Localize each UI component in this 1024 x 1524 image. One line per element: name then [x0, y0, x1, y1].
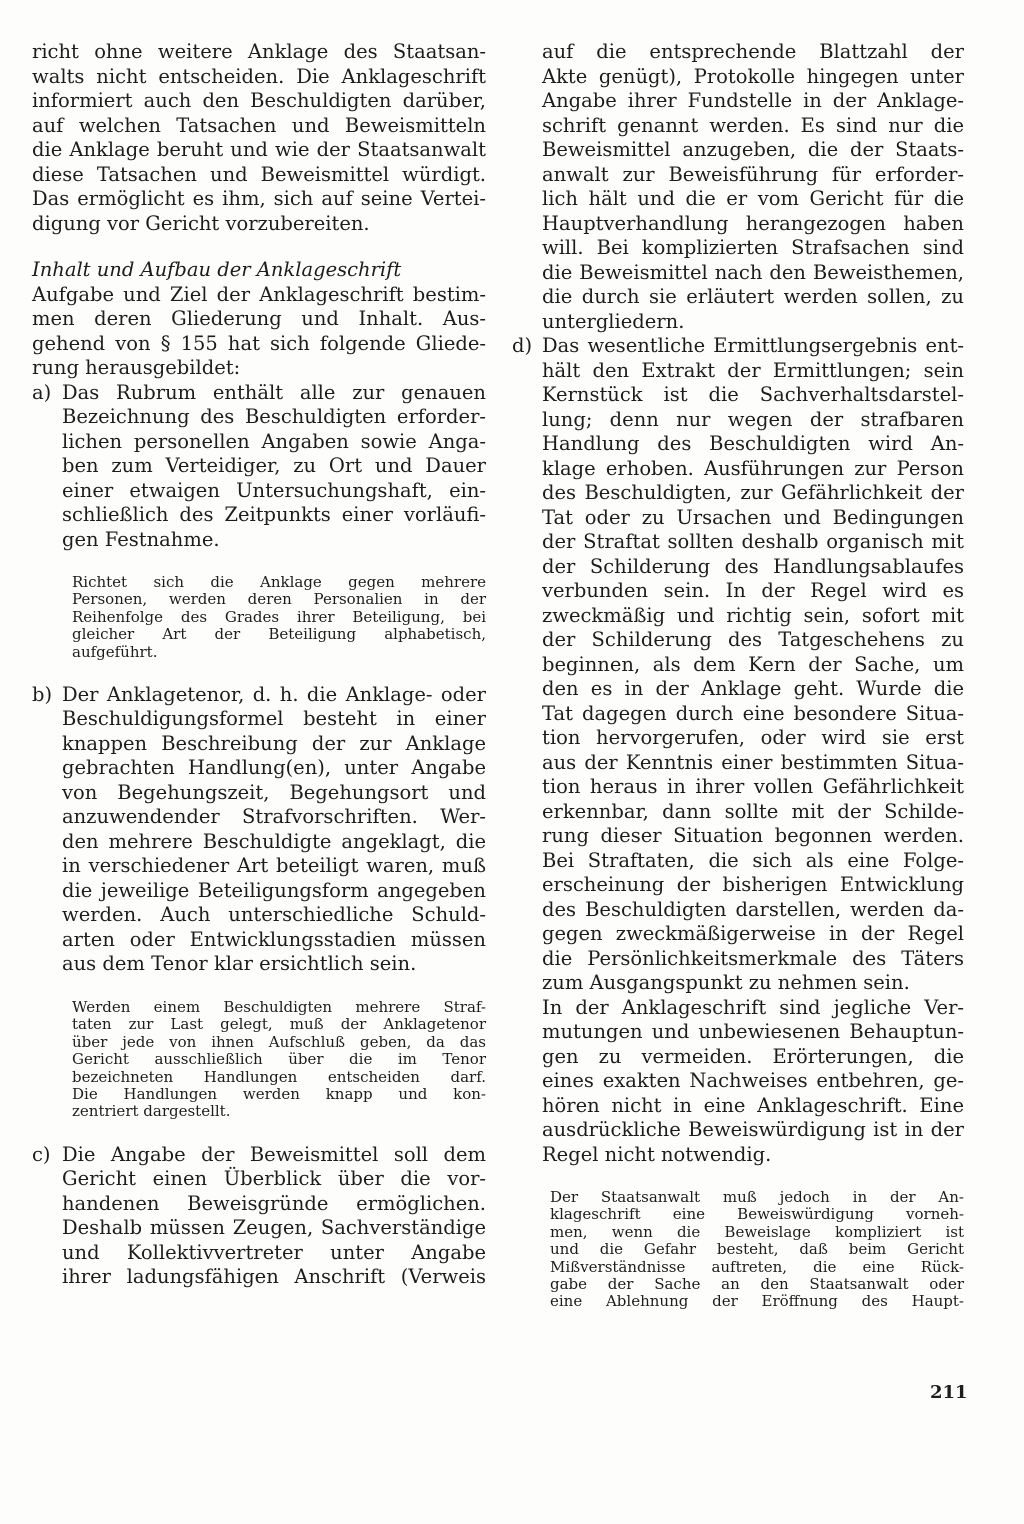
text-line: Deshalb müssen Zeugen, Sachverständige — [62, 1216, 486, 1240]
note-a — [32, 574, 486, 661]
item-marker: a) — [32, 380, 52, 404]
text-line: ben zum Verteidiger, zu Ort und Dauer — [62, 454, 486, 477]
text-line: hören nicht in eine Anklageschrift. Eine — [542, 1093, 964, 1117]
text-line: men deren Gliederung und Inhalt. Aus- — [32, 307, 486, 330]
text-line: gegen zweckmäßigerweise in der Regel — [542, 922, 964, 945]
list-item-b — [32, 683, 486, 977]
note-line: klageschrift eine Beweiswürdigung vorneh- — [550, 1205, 964, 1224]
text-line: gehend von § 155 hat sich folgende Gliede- — [32, 331, 486, 355]
text-line: die jeweilige Beteiligungsform angegeben — [62, 878, 486, 902]
text-line: den es in der Anklage geht. Wurde die — [542, 677, 964, 700]
text-line: Die Angabe der Beweismittel soll dem — [62, 1142, 486, 1166]
note-line: Die Handlungen werden knapp und kon- — [72, 1084, 486, 1103]
note-line: bezeichneten Handlungen entscheiden darf. — [72, 1067, 486, 1086]
text-line: rung dieser Situation begonnen werden. — [542, 824, 964, 847]
text-line: des Beschuldigten darstellen, werden da- — [542, 897, 964, 921]
text-line: erkennbar, dann sollte mit der Schilde- — [542, 799, 964, 823]
text-line: aus der Kenntnis einer bestimmten Situa- — [542, 750, 964, 774]
left-column — [32, 40, 486, 1290]
note-line: eine Ablehnung der Eröffnung des Haupt- — [550, 1292, 964, 1311]
text-line: der Straftat sollten deshalb organisch mit — [542, 530, 964, 553]
note-line: Mißverständnisse auftreten, die eine Rück- — [550, 1257, 964, 1276]
text-line: verbunden sein. In der Regel wird es — [542, 579, 964, 602]
text-line: schließlich des Zeitpunkts einer vorläufi- — [62, 503, 486, 526]
text-line: beginnen, als dem Kern der Sache, um — [542, 652, 964, 676]
text-line: Regel nicht notwendig. — [542, 1142, 772, 1166]
text-line: auf die entsprechende Blattzahl der — [542, 40, 964, 63]
text-line: Beweismittel anzugeben, die der Staats- — [542, 138, 964, 161]
note-line: Gericht ausschließlich über die im Tenor — [72, 1050, 486, 1069]
note-line: Personen, werden deren Personalien in der — [72, 590, 486, 609]
item-c-continuation — [512, 40, 964, 334]
list-item-a — [32, 381, 486, 553]
text-line: lichen personellen Angaben sowie Anga- — [62, 429, 486, 453]
item-marker: d) — [512, 334, 533, 357]
text-line: zum Ausgangspunkt zu nehmen sein. — [542, 971, 910, 994]
text-line: knappen Beschreibung der zur Anklage — [62, 731, 486, 755]
text-line: und Kollektivvertreter unter Angabe — [62, 1240, 486, 1264]
text-line: Das Rubrum enthält alle zur genauen — [62, 380, 486, 404]
text-line: des Beschuldigten, zur Gefährlichkeit der — [542, 481, 964, 504]
text-line: gen zu vermeiden. Erörterungen, die — [542, 1044, 964, 1068]
text-line: diese Tatsachen und Beweismittel würdigt. — [32, 162, 486, 186]
text-line: gebrachten Handlung(en), unter Angabe — [62, 756, 486, 780]
text-line: Akte genügt), Protokolle hingegen unter — [542, 64, 964, 88]
note-line: zentriert dargestellt. — [72, 1102, 231, 1121]
text-line: in verschiedener Art beteiligt waren, muß — [62, 854, 486, 878]
text-line: der Schilderung des Handlungsablaufes — [542, 554, 964, 578]
text-line: handenen Beweisgründe ermöglichen. — [62, 1191, 486, 1215]
text-line: Tat dagegen durch eine besondere Situa- — [542, 701, 964, 725]
text-line: eines exakten Nachweises entbehren, ge- — [542, 1069, 964, 1092]
text-line: mutungen und unbewiesenen Behauptun- — [542, 1020, 964, 1043]
list-item-d — [512, 334, 964, 1167]
note-line: und die Gefahr besteht, daß beim Gericht — [550, 1240, 964, 1259]
text-line: erscheinung der bisherigen Entwicklung — [542, 873, 964, 896]
note-line: taten zur Last gelegt, muß der Anklagetenor — [72, 1015, 486, 1034]
text-line: die Anklage beruht und wie der Staatsanwalt — [32, 138, 486, 161]
text-line: lich hält und die er vom Gericht für die — [542, 187, 964, 210]
section-heading: Inhalt und Aufbau der Anklageschrift — [32, 258, 402, 281]
item-marker: c) — [32, 1142, 51, 1166]
text-line: Aufgabe und Ziel der Anklageschrift bestim- — [32, 282, 486, 306]
text-line: werden. Auch unterschiedliche Schuld- — [62, 903, 486, 927]
text-line: die durch sie erläutert werden sollen, zu — [542, 285, 964, 308]
text-line: ausdrückliche Beweiswürdigung ist in der — [542, 1118, 964, 1141]
list-item-c — [32, 1143, 486, 1290]
text-line: Beschuldigungsformel besteht in einer — [62, 707, 486, 731]
text-line: tion heraus in ihrer vollen Gefährlichkeit — [542, 775, 964, 798]
text-line: hält den Extrakt der Ermittlungen; sein — [542, 358, 964, 382]
note-line: über jede von ihnen Aufschluß geben, da das — [72, 1032, 486, 1051]
text-line: Bezeichnung des Beschuldigten erforder- — [62, 405, 486, 428]
text-line: der Schilderung des Tatgeschehens zu — [542, 628, 964, 651]
section-paragraph — [32, 283, 486, 381]
text-line: In der Anklageschrift sind jegliche Ver- — [542, 995, 964, 1019]
text-line: schrift genannt werden. Es sind nur die — [542, 113, 964, 137]
text-line: aus dem Tenor klar ersichtlich sein. — [62, 952, 417, 976]
text-line: Der Anklagetenor, d. h. die Anklage- oder — [62, 682, 486, 706]
text-line: rung herausgebildet: — [32, 356, 241, 379]
text-line: anwalt zur Beweisführung für erforder- — [542, 162, 964, 186]
text-line: Angabe ihrer Fundstelle in der Anklage- — [542, 89, 964, 112]
text-line: anzuwendender Strafvorschriften. Wer- — [62, 805, 486, 829]
text-line: die Beweismittel nach den Beweisthemen, — [542, 260, 964, 284]
page-number: 211 — [930, 1382, 968, 1403]
text-line: von Begehungszeit, Begehungsort und — [62, 780, 486, 804]
text-line: lung; denn nur wegen der strafbaren — [542, 407, 964, 431]
text-line: zweckmäßig und richtig sein, sofort mit — [542, 603, 964, 627]
note-line: Reihenfolge des Grades ihrer Beteiligung, bei — [72, 607, 486, 626]
note-line: aufgeführt. — [72, 642, 158, 661]
text-line: Das wesentliche Ermittlungsergebnis ent- — [542, 334, 964, 357]
text-line: arten oder Entwicklungsstadien müssen — [62, 927, 486, 951]
text-line: klage erhoben. Ausführungen zur Person — [542, 456, 964, 480]
text-line: ihrer ladungsfähigen Anschrift (Verweis — [62, 1265, 486, 1289]
note-b — [32, 999, 486, 1121]
note-line: Der Staatsanwalt muß jedoch in der An- — [550, 1188, 964, 1206]
note-line: gleicher Art der Beteiligung alphabetisch, — [72, 625, 486, 644]
text-line: Das ermöglicht es ihm, sich auf seine Vertei- — [32, 187, 486, 210]
item-marker: b) — [32, 682, 53, 706]
intro-paragraph — [32, 40, 486, 236]
text-line: digung vor Gericht vorzubereiten. — [32, 211, 370, 235]
text-line: will. Bei komplizierten Strafsachen sind — [542, 236, 964, 259]
note-line: Werden einem Beschuldigten mehrere Straf- — [72, 997, 486, 1016]
text-line: informiert auch den Beschuldigten darüber, — [32, 89, 486, 112]
text-line: Gericht einen Überblick über die vor- — [62, 1167, 486, 1191]
note-line: gabe der Sache an den Staatsanwalt oder — [550, 1274, 964, 1293]
text-line: richt ohne weitere Anklage des Staatsan- — [32, 40, 486, 63]
text-line: die Persönlichkeitsmerkmale des Täters — [542, 946, 964, 970]
right-column — [512, 40, 964, 1311]
text-line: Hauptverhandlung herangezogen haben — [542, 211, 964, 235]
text-line: walts nicht entscheiden. Die Anklageschrift — [32, 64, 486, 88]
text-line: Handlung des Beschuldigten wird An- — [542, 432, 964, 455]
text-line: Tat oder zu Ursachen und Bedingungen — [542, 505, 964, 529]
note-line: men, wenn die Beweislage kompliziert ist — [550, 1222, 964, 1241]
text-line: einer etwaigen Untersuchungshaft, ein- — [62, 478, 486, 502]
text-line: auf welchen Tatsachen und Beweismitteln — [32, 113, 486, 137]
note-line: Richtet sich die Anklage gegen mehrere — [72, 573, 486, 591]
text-line: gen Festnahme. — [62, 527, 220, 551]
text-line: untergliedern. — [542, 309, 685, 333]
text-line: den mehrere Beschuldigte angeklagt, die — [62, 829, 486, 853]
text-line: Kernstück ist die Sachverhaltsdarstel- — [542, 383, 964, 406]
text-line: Bei Straftaten, die sich als eine Folge- — [542, 848, 964, 872]
note-d — [512, 1189, 964, 1311]
text-line: tion hervorgerufen, oder wird sie erst — [542, 726, 964, 749]
